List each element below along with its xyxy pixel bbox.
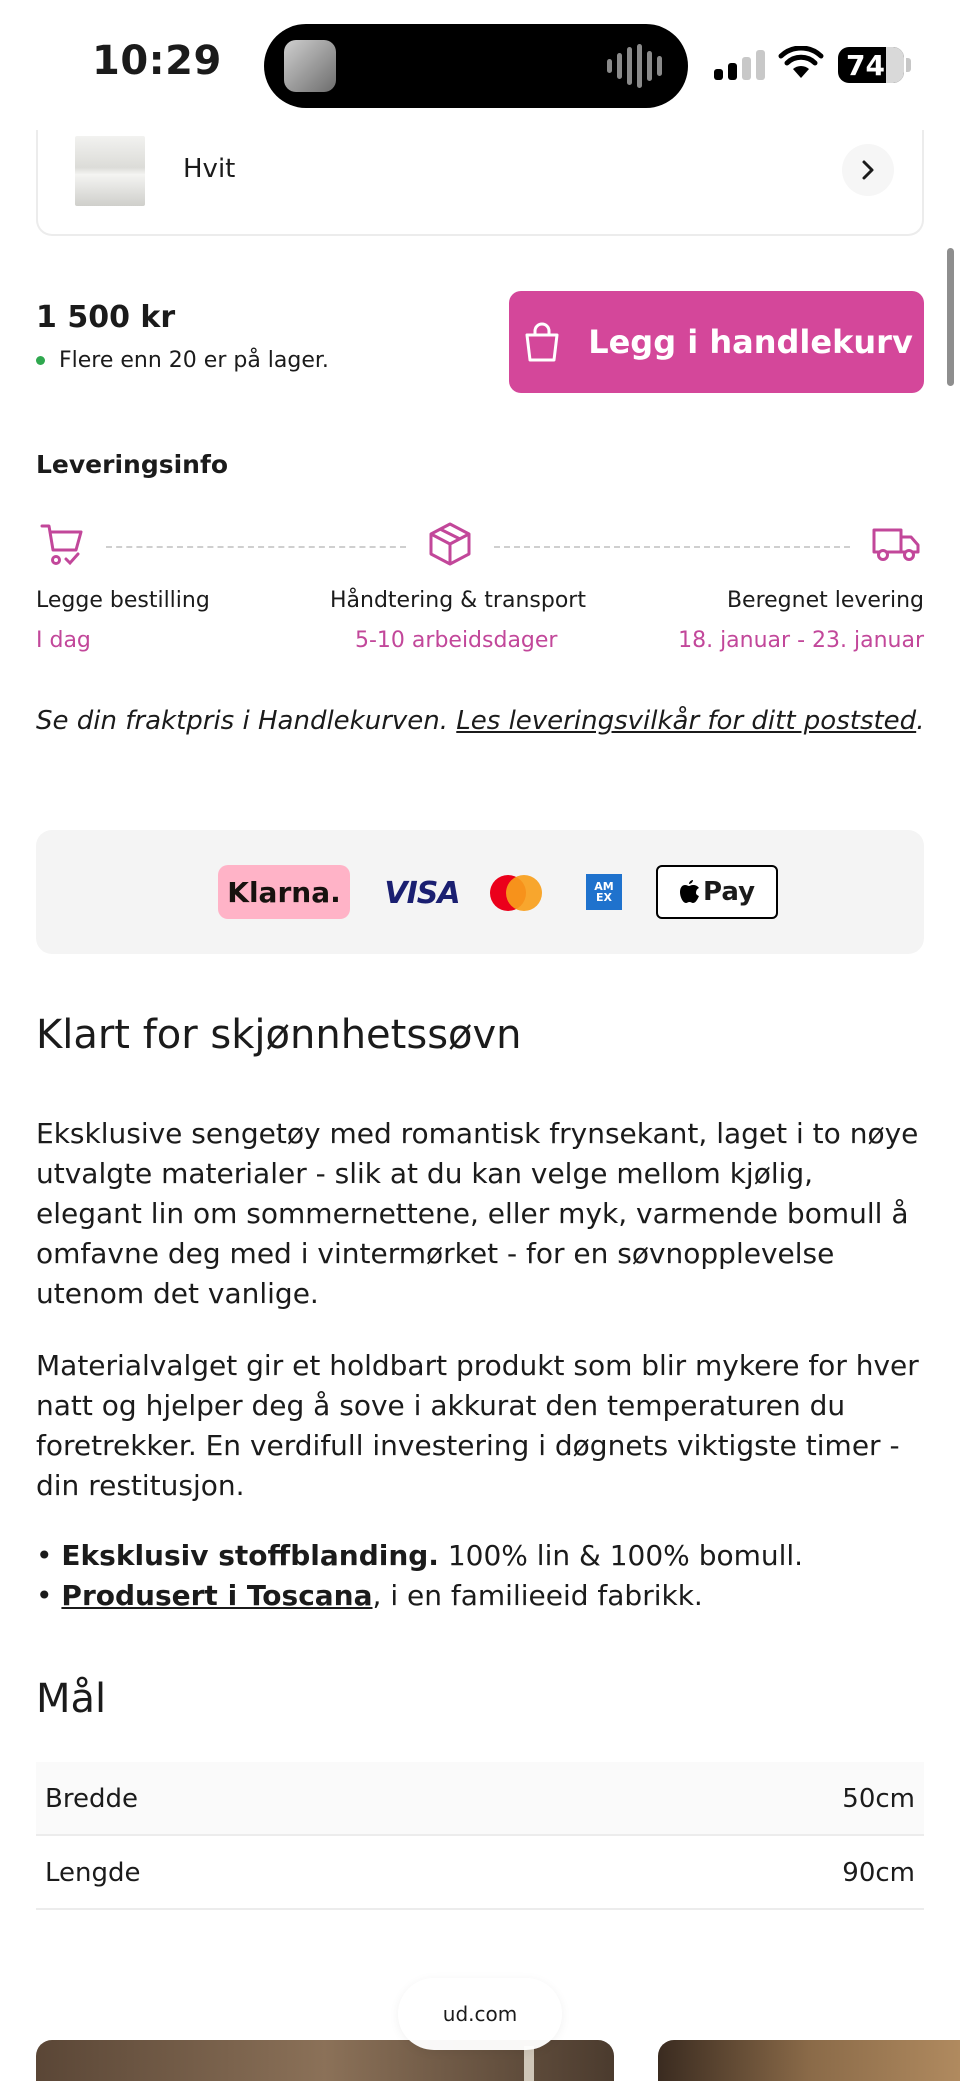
description-paragraph: Materialvalget gir et holdbart produkt som blir mykere for hver natt og hjelper deg å sove i akkurat den temperaturen du foretrekker. En verdifull investering i døgnets viktigste timer - din restitusjon. <box>36 1349 919 1502</box>
add-to-cart-label: Legg i handlekurv <box>588 323 913 361</box>
package-box-icon <box>427 521 473 567</box>
amex-logo: AM EX <box>586 874 622 910</box>
dimension-key: Bredde <box>45 1784 138 1814</box>
cart-check-icon <box>40 522 86 568</box>
dimension-key: Lengde <box>45 1858 141 1888</box>
related-product-image[interactable] <box>658 2040 960 2081</box>
feature-item: • Eksklusiv stoffblanding. 100% lin & 100% bomull. <box>36 1539 804 1572</box>
table-row <box>36 1762 924 1836</box>
step-label-handling: Håndtering & transport <box>330 588 586 613</box>
payment-methods <box>36 830 924 954</box>
wifi-icon <box>778 46 824 80</box>
step-label-estimated: Beregnet levering <box>726 588 924 613</box>
page-scrollbar[interactable] <box>947 248 954 386</box>
delivery-truck-icon <box>872 524 920 564</box>
add-to-cart-button[interactable] <box>509 291 924 393</box>
dimension-value: 90cm <box>842 1858 915 1888</box>
browser-url-pill[interactable]: ud.com <box>398 1978 562 2050</box>
product-price: 1 500 kr <box>36 300 176 335</box>
apple-icon <box>679 879 701 905</box>
delivery-terms-link[interactable]: Les leveringsvilkår for ditt poststed <box>456 706 917 736</box>
table-row <box>36 1836 924 1910</box>
step-sub-estimated: 18. januar - 23. januar <box>678 628 924 653</box>
battery-tip <box>906 58 911 72</box>
status-bar <box>0 0 960 130</box>
delivery-connector <box>106 546 406 548</box>
variant-selector[interactable] <box>36 118 924 236</box>
dimensions-title: Mål <box>36 1676 107 1722</box>
description-paragraph: Eksklusive sengetøy med romantisk frynsekant, laget i to nøye utvalgte materialer - slik at du kan velge mellom kjølig, elegant lin om sommernettene, eller myk, varmende bomull å omfavne deg med i vintermørket - for en søvnopplevelse utenom det vanlige. <box>36 1117 919 1310</box>
klarna-logo: Klarna. <box>218 865 350 919</box>
toscana-link[interactable]: Produsert i Toscana <box>61 1579 373 1612</box>
status-time: 10:29 <box>92 38 222 84</box>
battery-icon <box>838 47 904 83</box>
shopping-bag-icon <box>520 320 564 364</box>
chevron-right-icon[interactable] <box>842 144 894 196</box>
feature-item: • Produsert i Toscana, i en familieeid fabrikk. <box>36 1579 703 1612</box>
step-sub-order: I dag <box>36 628 91 653</box>
audio-waveform-icon <box>607 44 662 88</box>
stock-status <box>36 348 329 373</box>
cellular-signal-icon <box>714 50 765 80</box>
stock-text: Flere enn 20 er på lager. <box>59 348 329 373</box>
in-stock-dot-icon <box>36 356 45 365</box>
dynamic-island[interactable] <box>264 24 688 108</box>
apple-pay-logo <box>656 865 778 919</box>
now-playing-artwork <box>284 40 336 92</box>
variant-thumbnail <box>75 136 145 206</box>
mastercard-logo-icon <box>482 865 548 919</box>
delivery-title: Leveringsinfo <box>36 450 229 479</box>
apple-pay-label: Pay <box>702 877 756 907</box>
feature-list <box>36 1536 926 1616</box>
shipping-note: Se din fraktpris i Handlekurven. Les leveringsvilkår for ditt poststed. <box>36 706 925 736</box>
dimension-value: 50cm <box>842 1784 915 1814</box>
delivery-connector <box>494 546 850 548</box>
battery-level: 74 <box>846 49 885 82</box>
step-sub-handling: 5-10 arbeidsdager <box>355 628 558 653</box>
step-label-order: Legge bestilling <box>36 588 210 613</box>
variant-label: Hvit <box>183 154 236 184</box>
visa-logo: VISA <box>384 875 460 911</box>
lamp-detail <box>524 2046 534 2081</box>
description-title: Klart for skjønnhetssøvn <box>36 1012 522 1058</box>
